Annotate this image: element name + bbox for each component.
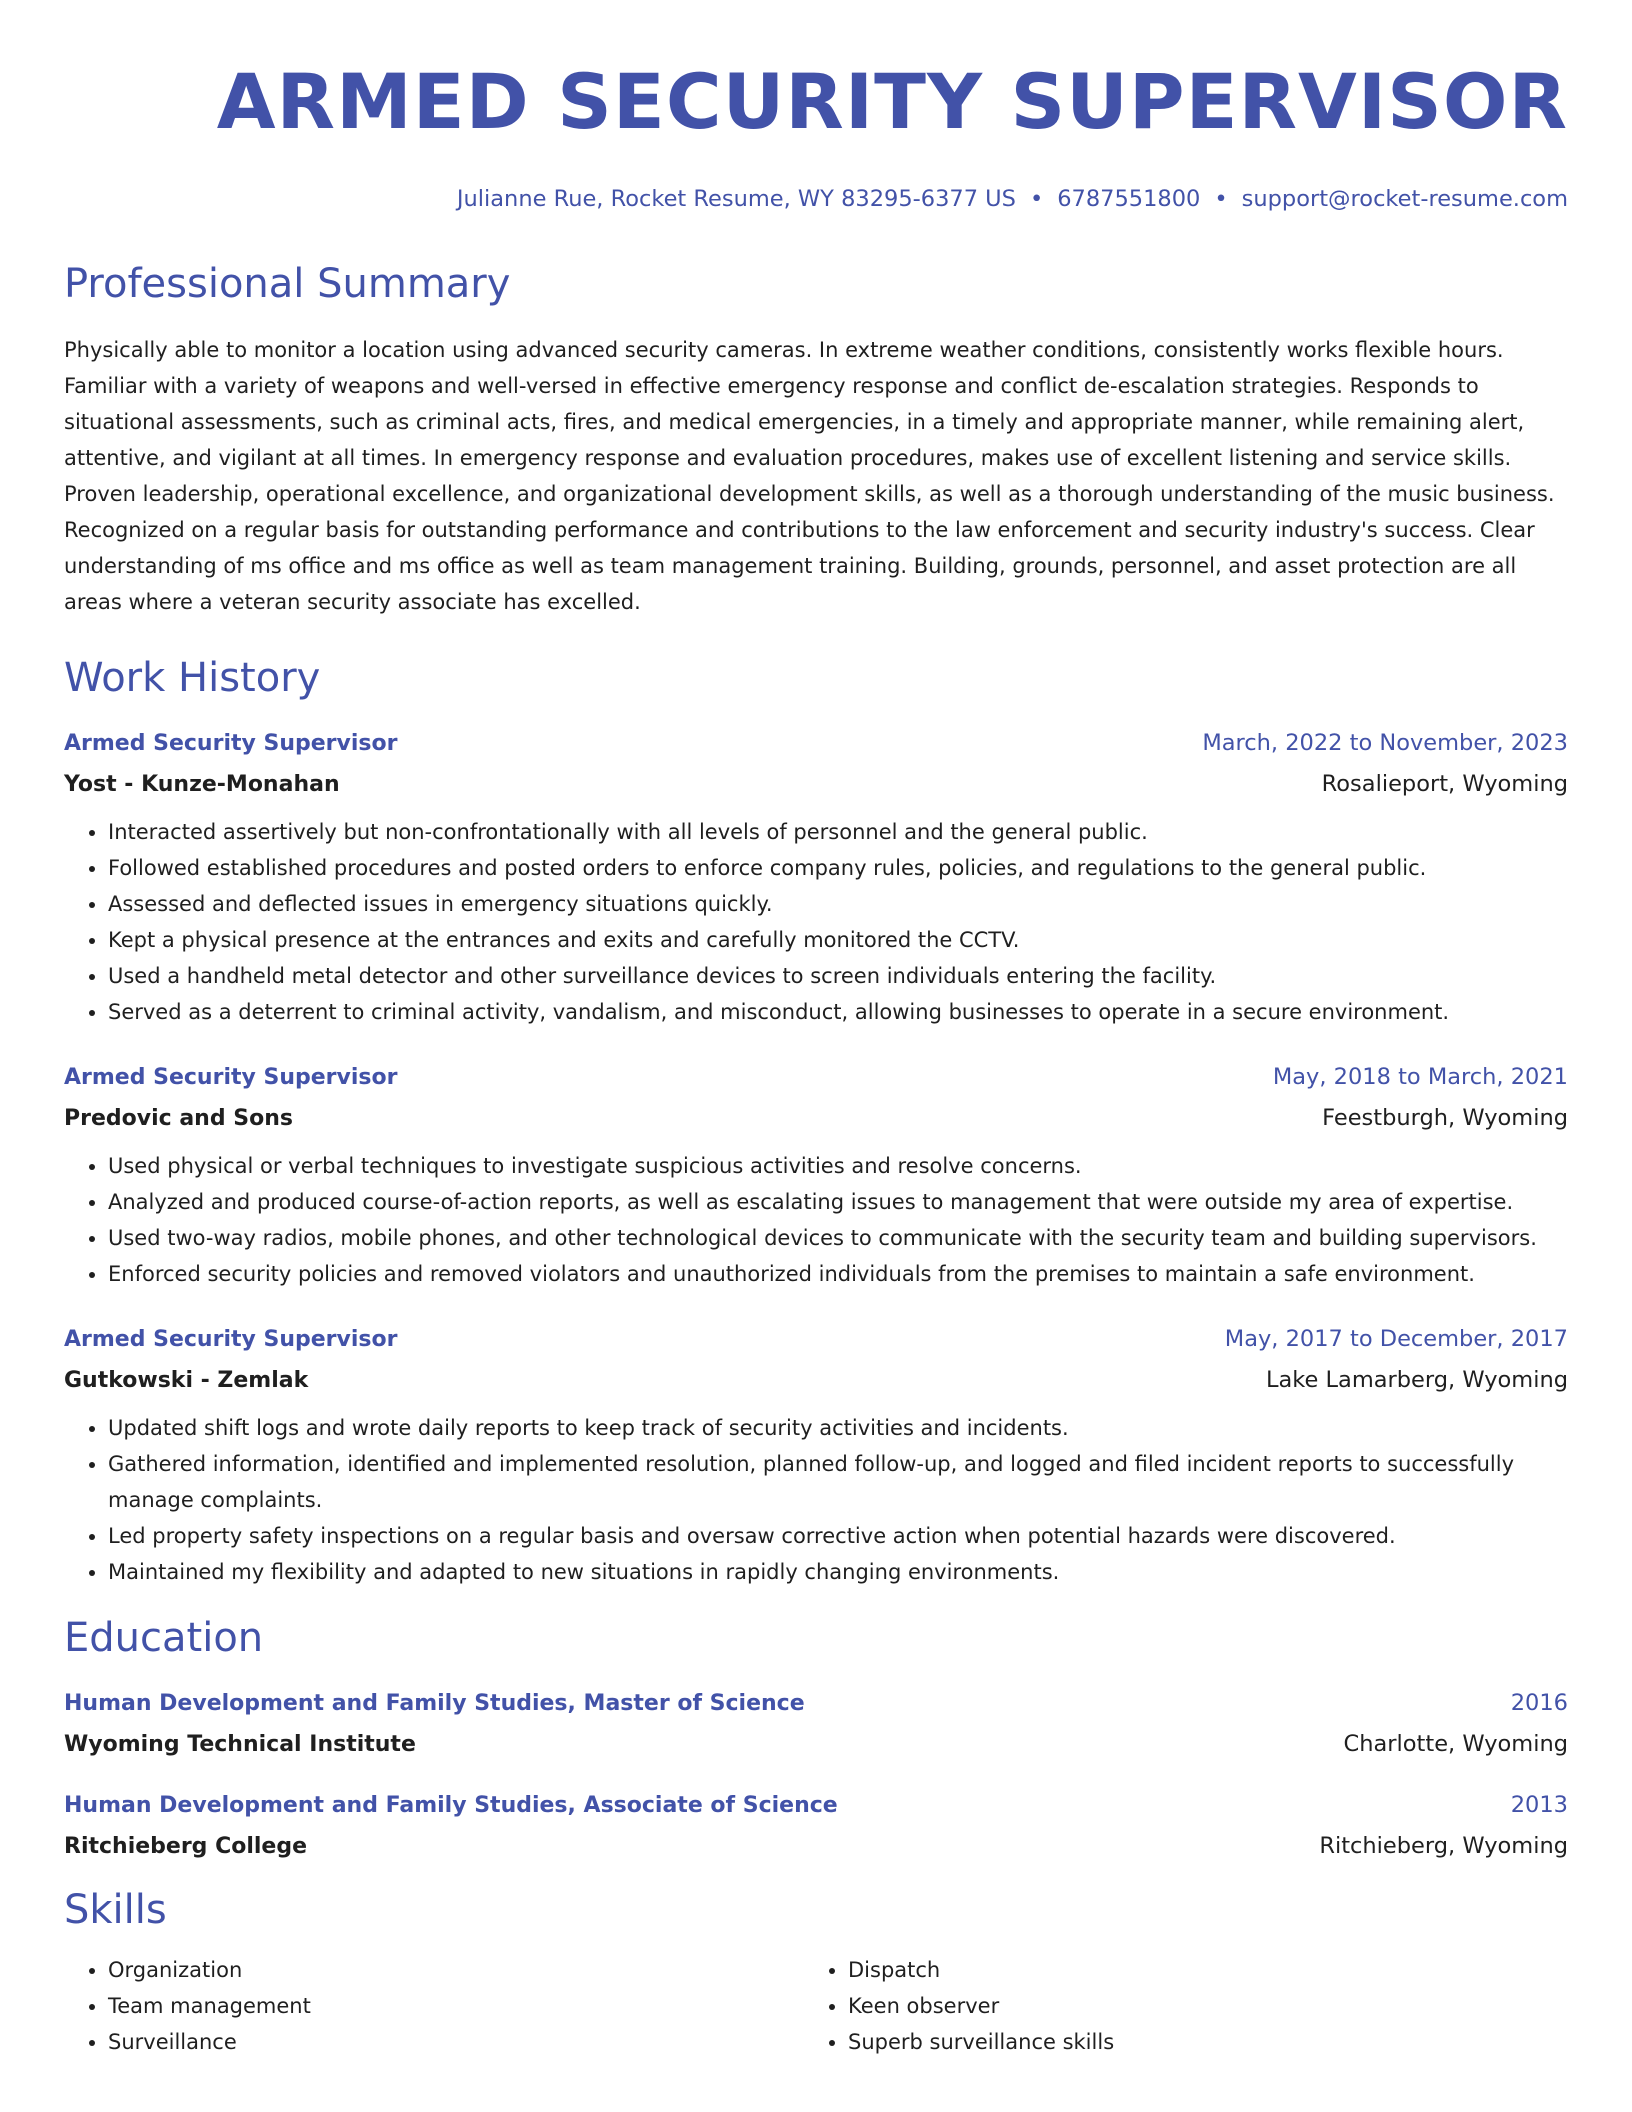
education-location: Charlotte, Wyoming	[1343, 1731, 1568, 1757]
skills-list	[64, 1952, 1568, 2060]
job-bullets	[64, 1148, 1568, 1292]
job-dates: March, 2022 to November, 2023	[1202, 730, 1568, 756]
job-bullet: • Kept a physical presence at the entrances and exits and carefully monitored the CCTV.	[108, 922, 1568, 958]
job-location: Lake Lamarberg, Wyoming	[1265, 1367, 1568, 1393]
contact-phone[interactable]: 6787551800	[1057, 186, 1201, 212]
job-bullet: • Used two-way radios, mobile phones, and other technological devices to communicate with the security team and building supervisors.	[108, 1220, 1568, 1256]
skills-column-left	[64, 1952, 804, 2060]
education-header-row	[64, 1688, 1568, 1719]
job-bullet: • Maintained my flexibility and adapted to new situations in rapidly changing environments.	[108, 1554, 1568, 1590]
job-company-row	[64, 1093, 1568, 1134]
education-school-row	[64, 1821, 1568, 1862]
skill-item: • Surveillance	[108, 2024, 804, 2060]
education-location: Ritchieberg, Wyoming	[1319, 1833, 1568, 1859]
skill-item: • Dispatch	[848, 1952, 1544, 1988]
skill-item: • Keen observer	[848, 1988, 1544, 2024]
education-header-row	[64, 1790, 1568, 1821]
job-title: Armed Security Supervisor	[64, 1065, 398, 1090]
job-header-row	[64, 1062, 1568, 1093]
job-bullet: • Used a handheld metal detector and other surveillance devices to screen individuals entering the facility.	[108, 958, 1568, 994]
job-title: Armed Security Supervisor	[64, 731, 398, 756]
job-header-row	[64, 728, 1568, 759]
job-bullet: • Assessed and deflected issues in emergency situations quickly.	[108, 886, 1568, 922]
education-degree: Human Development and Family Studies, Associate of Science	[64, 1793, 838, 1818]
job-bullet: • Served as a deterrent to criminal activity, vandalism, and misconduct, allowing businesses to operate in a secure environment.	[108, 994, 1568, 1030]
job-bullets	[64, 1410, 1568, 1590]
work-history-heading: Work History	[64, 655, 321, 701]
job-company-row	[64, 1355, 1568, 1396]
resume-title: ARMED SECURITY SUPERVISOR	[216, 57, 1568, 146]
job-company: Yost - Kunze-Monahan	[64, 772, 340, 797]
education-entry	[64, 1688, 1568, 1760]
education-school-row	[64, 1719, 1568, 1760]
job-location: Feestburgh, Wyoming	[1322, 1105, 1568, 1131]
skills-column-right	[804, 1952, 1544, 2060]
job-bullet: • Followed established procedures and posted orders to enforce company rules, policies, and regulations to the general public.	[108, 850, 1568, 886]
education-year: 2013	[1510, 1792, 1568, 1818]
education-entry	[64, 1790, 1568, 1862]
education-heading: Education	[64, 1615, 264, 1661]
contact-separator: •	[1029, 186, 1044, 212]
job-bullet: • Led property safety inspections on a regular basis and oversaw corrective action when potential hazards were discovered.	[108, 1518, 1568, 1554]
job-entry	[64, 728, 1568, 1030]
job-bullet: • Enforced security policies and removed violators and unauthorized individuals from the premises to maintain a safe environment.	[108, 1256, 1568, 1292]
education-year: 2016	[1510, 1690, 1568, 1716]
job-entry	[64, 1324, 1568, 1590]
contact-address: Julianne Rue, Rocket Resume, WY 83295-6377 US	[456, 186, 1016, 212]
job-location: Rosalieport, Wyoming	[1321, 771, 1568, 797]
education-school: Ritchieberg College	[64, 1834, 308, 1859]
job-bullet: • Updated shift logs and wrote daily reports to keep track of security activities and incidents.	[108, 1410, 1568, 1446]
education-degree: Human Development and Family Studies, Master of Science	[64, 1691, 805, 1716]
skills-heading: Skills	[64, 1887, 167, 1933]
contact-line	[64, 184, 1568, 214]
job-bullets	[64, 814, 1568, 1030]
job-dates: May, 2017 to December, 2017	[1224, 1326, 1568, 1352]
job-company: Predovic and Sons	[64, 1106, 293, 1131]
summary-heading: Professional Summary	[64, 261, 511, 307]
job-bullet: • Gathered information, identified and implemented resolution, planned follow-up, and logged and filed incident reports to successfully manage complaints.	[108, 1446, 1568, 1518]
job-dates: May, 2018 to March, 2021	[1272, 1064, 1568, 1090]
summary-text: Physically able to monitor a location using advanced security cameras. In extreme weather conditions, consistently works flexible hours. Familiar with a variety of weapons and well-versed in effective emergency response and conflict de-escalation strategies. Responds to situational assessments, such as criminal acts, fires, and medical emergencies, in a timely and appropriate manner, while remaining alert, attentive, and vigilant at all times. In emergency response and evaluation procedures, makes use of excellent listening and service skills. Proven leadership, operational excellence, and organizational development skills, as well as a thorough understanding of the music business. Recognized on a regular basis for outstanding performance and contributions to the law enforcement and security industry's success. Clear understanding of ms office and ms office as well as team management training. Building, grounds, personnel, and asset protection are all areas where a veteran security associate has excelled.	[64, 338, 1555, 614]
skill-item: • Organization	[108, 1952, 804, 1988]
job-company-row	[64, 759, 1568, 800]
skill-item: • Team management	[108, 1988, 804, 2024]
job-company: Gutkowski - Zemlak	[64, 1368, 309, 1393]
job-entry	[64, 1062, 1568, 1292]
job-bullet: • Analyzed and produced course-of-action reports, as well as escalating issues to management that were outside my area of expertise.	[108, 1184, 1568, 1220]
job-bullet: • Interacted assertively but non-confrontationally with all levels of personnel and the general public.	[108, 814, 1568, 850]
education-school: Wyoming Technical Institute	[64, 1732, 416, 1757]
job-title: Armed Security Supervisor	[64, 1327, 398, 1352]
contact-email[interactable]: support@rocket-resume.com	[1241, 186, 1568, 212]
job-bullet: • Used physical or verbal techniques to investigate suspicious activities and resolve concerns.	[108, 1148, 1568, 1184]
skill-item: • Superb surveillance skills	[848, 2024, 1544, 2060]
job-header-row	[64, 1324, 1568, 1355]
contact-separator: •	[1214, 186, 1228, 212]
